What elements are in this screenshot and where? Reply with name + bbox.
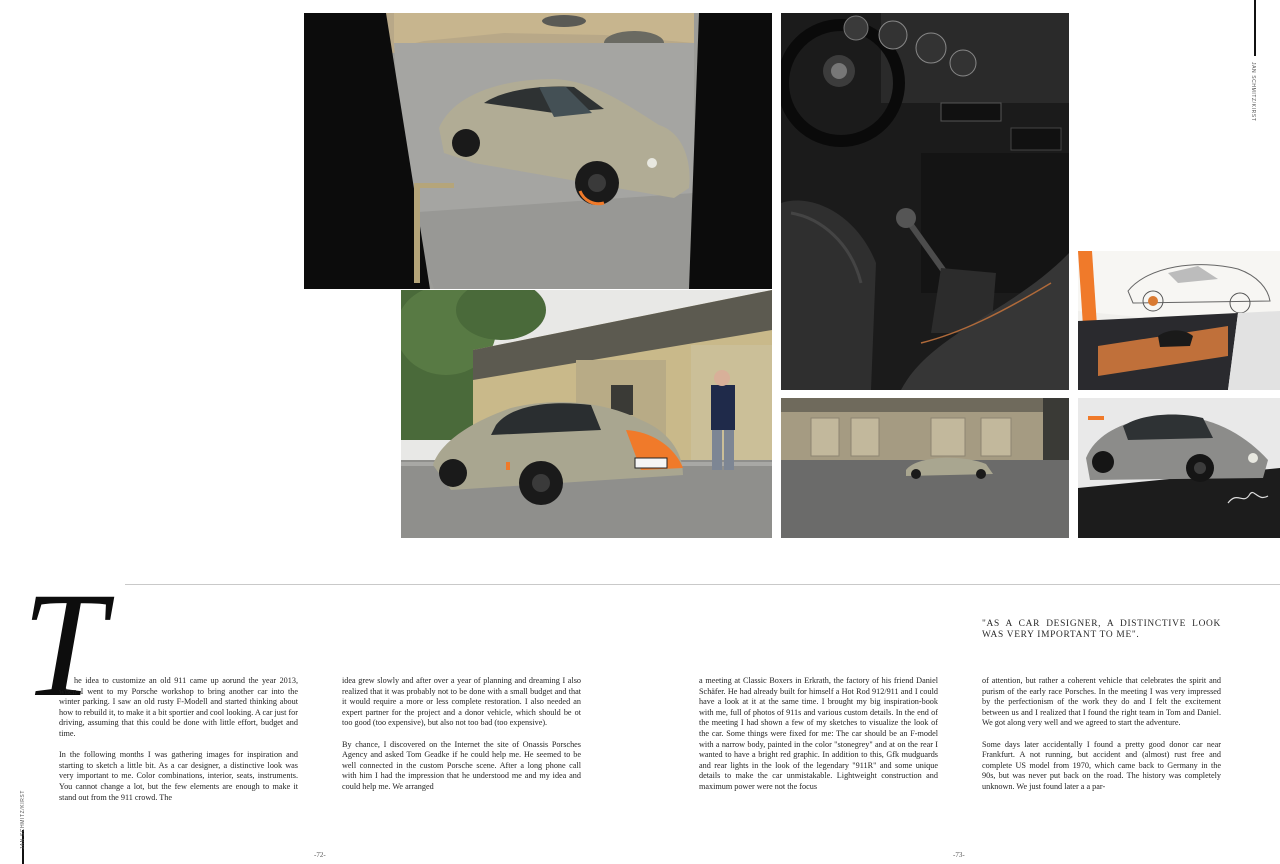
paragraph: he idea to customize an old 911 came up aorund the year 2013, when I went to my Porsche workshop to bring another car into the winter parking. I saw an old rusty F-Modell and started thinking about how to rebuild it, to make it a bit sportier and cool looking. A car just for driving, assuming that this could be done with little effort, budget and time. [59,676,298,738]
car-and-man-at-building-photo [401,290,772,538]
paragraph: Some days later accidentally I found a pretty good donor car near Frankfurt. A not running, but accident and (almost) rust free and complete US model from 1970, which came back to Germany in the 90s, but was never put back on the road. The history was completely unknown. We just found later a a par- [982,739,1221,791]
article-column-4 [982,676,1221,803]
article-column-2 [342,676,581,803]
page-number-left: -72- [314,851,326,859]
pull-quote: "AS A CAR DESIGNER, A DISTINCTIVE LOOK WAS VERY IMPORTANT TO ME". [982,619,1221,640]
interior-steering-gearshift-photo [781,13,1069,390]
article-column-1 [59,676,298,814]
paragraph: idea grew slowly and after over a year of planning and dreaming I also realized that it was probably not to be done with a small budget and that it would require a more or less complete restoration. I also needed an expert partner for the project and a donor vehicle, which should be ot too good (too expensive), but also not too bad (too expensive). [342,676,581,728]
paragraph: a meeting at Classic Boxers in Erkrath, the factory of his friend Daniel Schäfer. He had already built for himself a Hot Rod 912/911 and I could have a look at it at the same time. I brought my big inspiration-book with me, full of photos of 911s and various custom details. In the end of the meeting I had shown a few of my sketches to visualize the look of the car. Some things were fixed for me: The car should be an F-model with a narrow body, painted in the color "stonegrey" and at on the rear I wanted to have a bright red graphic. In addition to this, Gfk mudguards and rear lights in the look of the legendary "911R" and some unique details to make the car unmistakable. Lightweight construction and maximum power were not the focus [699,676,938,791]
paragraph: In the following months I was gathering images for inspiration and starting to sketch a little bit. As a car designer, a distinctive look was very important to me. Color combinations, interior, seats, instruments. You cannot change a lot, but the few elements are enough to make it stand out from the 911 crowd. The [59,750,298,802]
car-through-doorway-photo [304,13,772,289]
photo-credit-bottom: JAN SCHMITZ/KIRST [20,790,26,850]
paragraph: By chance, I discovered on the Internet the site of Onassis Porsches Agency and asked Tom Geadke if he could help me. He seemed to be well connected in the custom Porsche scene. After a long phone call with him I had the impression that he understood me and my idea and could help me. We arranged [342,739,581,791]
page-number-right: -73- [953,851,965,859]
car-in-front-of-warehouse-photo [781,398,1069,538]
section-divider [125,584,1280,585]
article-column-3 [699,676,938,803]
drop-cap: T [22,562,106,728]
photo-credit-top: JAN SCHMITZ/KIRST [1250,62,1256,122]
signed-car-render-photo [1078,398,1280,538]
design-sketch-photo [1078,251,1280,390]
page-edge-bar [1254,0,1256,56]
paragraph: of attention, but rather a coherent vehicle that celebrates the spirit and purism of the early race Porsches. In the meeting I was very impressed by the perfectionism of the work they do and I felt the excitement between us and I realized that I found the right team in Tom and Daniel. We got along very well and we agreed to start the adventure. [982,676,1221,728]
